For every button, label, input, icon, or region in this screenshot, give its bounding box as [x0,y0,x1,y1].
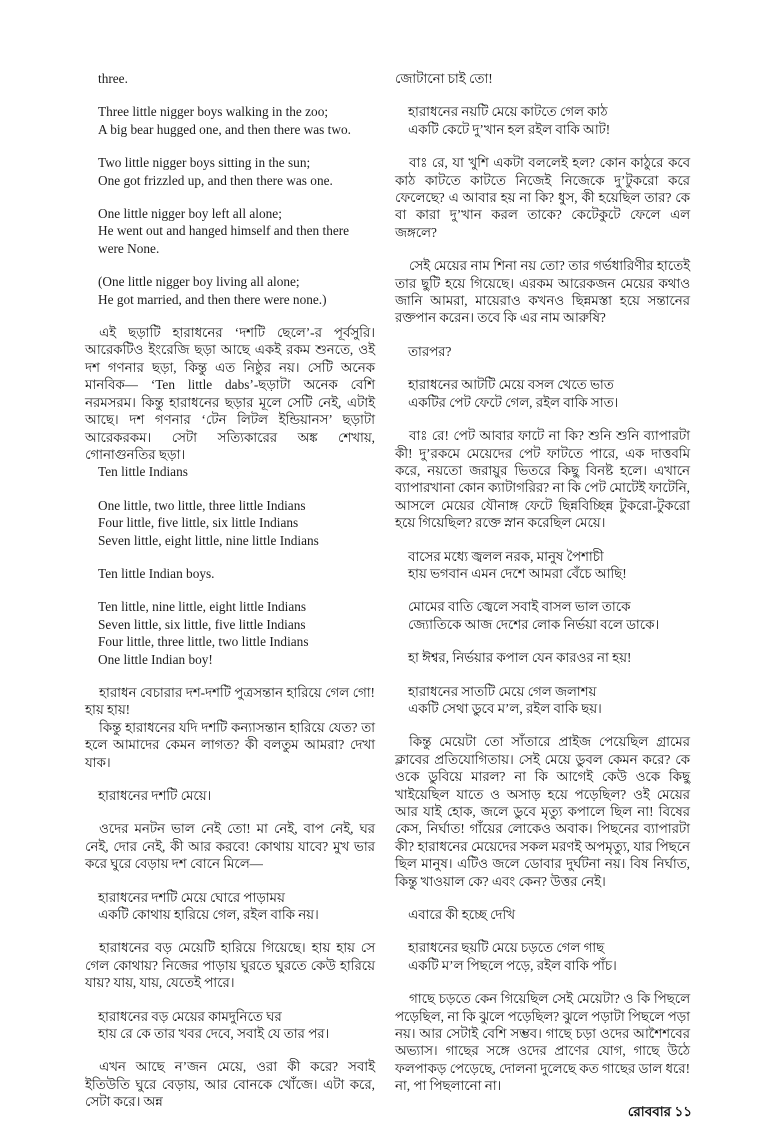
verse-line: three. [98,71,128,86]
verse-line: একটি ম’ল পিছলে পড়ে, রইল বাকি পাঁচ। [408,957,617,973]
verse-line: হারাধনের নয়টি মেয়ে কাটতে গেল কাঠ [408,104,608,120]
verse-block [395,376,690,411]
verse-line: One little Indian boy! [98,651,213,667]
verse-line: Four little, five little, six little Indians [98,515,299,531]
right-column [395,70,690,1111]
verse-block [395,939,690,974]
verse-block [395,649,690,666]
verse-line: He went out and hanged himself and then there [98,223,350,239]
paragraph: হারাধনের বড় মেয়েটি হারিয়ে গিয়েছে। হায় হায় সে গেল কোথায়? নিজের পাড়ায় ঘুরতে ঘুরতে কেউ হারিয়ে যায়? যায়, যায়, যেতেই পারে। [85,940,375,991]
left-column [85,70,375,1111]
verse-block [85,889,375,924]
text-columns [85,70,690,1111]
verse-block [85,103,375,138]
verse-line: One got frizzled up, and then there was one. [98,172,333,188]
verse-line: Seven little, six little, five little Indians [98,616,306,632]
verse-line: Two little nigger boys sitting in the sun; [98,155,311,171]
verse-block [85,598,375,668]
paragraph: সেই মেয়ের নাম শিনা নয় তো? তার গর্ভধারিণীর হাতেই তার ছুটি হয়ে গিয়েছে। এরকম আরেকজন মেয়ের কথাও জানি আমরা, মায়েরাও কখনও ছিন্নমস্তা হয়ে সন্তানের রক্তপান করেন। তবে কি এর নাম আরুষি? [395,258,690,326]
verse-line: Seven little, eight little, nine little Indians [98,532,319,548]
paragraph: হারাধন বেচারার দশ-দশটি পুত্রসন্তান হারিয়ে গেল গো! হায় হায়! [85,684,375,718]
verse-block [85,70,375,87]
verse-line: হায় রে কে তার খবর দেবে, সবাই যে তার পর। [98,1026,330,1042]
verse-line: হা ঈশ্বর, নির্ভয়ার কপাল যেন কারওর না হয়! [408,650,632,666]
verse-block [395,906,690,923]
paragraph: এই ছড়াটি হারাধনের ‘দশটি ছেলে’-র পূর্বসুরি। আরেকটিও ইংরেজি ছড়া আছে একই রকম শুনতে, ওই দশ গণনার ছড়া, কিন্তু এত নিষ্ঠুর নয়। সেটি অনেক মানবিক— ‘Ten little dabs’-ছড়াটা অনেক বেশি নরমসরম। কিন্তু হারাধনের ছড়ার মূলে সেটি নেই, এটাই আছে। দশ গণনার ‘টেন লিটল ইন্ডিয়ানস’ ছড়াটা আরেকরকম। সেটা সত্যিকারের অঙ্ক শেখায়, গোনাগুনতির ছড়া। [85,325,375,462]
verse-line: (One little nigger boy living all alone; [98,274,300,290]
verse-line: হারাধনের আটটি মেয়ে বসল খেতে ভাত [408,377,614,393]
paragraph: জোটানো চাই তো! [395,71,493,86]
verse-line: Ten little, nine little, eight little Indians [98,599,307,615]
verse-line: জ্যোতিকে আজ দেশের লোক নির্ভয়া বলে ডাকে। [408,616,660,632]
verse-block [85,463,375,480]
verse-line: Four little, three little, two little Indians [98,634,309,650]
verse-line: হারাধনের সাতটি মেয়ে গেল জলাশয় [408,683,597,699]
paragraph: বাঃ রে! পেট আবার ফাটে না কি? শুনি শুনি ব্যাপারটা কী! দু’রকমে মেয়েদের পেট ফাটতে পারে, এক দাত্তবমি করে, নয়তো জরায়ুর ভিতরে কিছু বিনষ্ট হলে। এখানে ব্যাপারখানা কোন ক্যাটাগরির? না কি পেট মোটেই ফাটেনি, আসলে মেয়ের যৌনাঙ্গ ফেটে ছিন্নবিচ্ছিন্ন টুকরো-টুকরো হয়ে গিয়েছিল? রক্তে স্নান করেছিল মেয়ে। [395,428,690,531]
verse-line: Three little nigger boys walking in the zoo; [98,104,329,120]
paragraph: কিন্তু হারাধনের যদি দশটি কন্যাসন্তান হারিয়ে যেত? তা হলে আমাদের কেমন লাগত? কী বলতুম আমরা? দেখা যাক। [85,719,375,770]
verse-line: তারপর? [408,343,452,359]
verse-line: মোমের বাতি জ্বেলে সবাই বাসল ভাল তাকে [408,599,631,615]
verse-line: One little, two little, three little Indians [98,497,306,513]
verse-block [85,205,375,257]
paragraph: ওদের মনটন ভাল নেই তো! মা নেই, বাপ নেই, ঘর নেই, দোর নেই, কী আর করবে! কোথায় যাবে? মুখ ভার করে ঘুরে বেড়ায় দশ বোনে মিলে— [85,821,375,872]
verse-line: একটির পেট ফেটে গেল, রইল বাকি সাত। [408,394,619,410]
verse-line: He got married, and then there were none.) [98,291,327,307]
verse-block [85,1008,375,1043]
verse-line: একটি কেটে দু’খান হল রইল বাকি আট! [408,121,611,137]
verse-block [85,273,375,308]
verse-line: were None. [98,240,160,256]
verse-line: হায় ভগবান এমন দেশে আমরা বেঁচে আছি! [408,565,627,581]
verse-block [85,497,375,549]
verse-line: Ten little Indian boys. [98,565,215,581]
paragraph: কিন্তু মেয়েটা তো সাঁতারে প্রাইজ পেয়েছিল গ্রামের ক্লাবের প্রতিযোগিতায়। সেই মেয়ে ডুবল কেমন করে? কে ওকে ডুবিয়ে মারল? না কি আগেই কেউ ওকে কিছু খাইয়েছিল যাতে ও অসাড় হয়ে পড়েছিল? ওই মেয়ের আর যাই হোক, জলে ডুবে মৃত্যু কপালে ছিল না! বিষের কেস, নির্ঘাত! গাঁয়ের লোকেও অবাক। পিছনের ব্যাপারটা কী? হারাধনের মেয়েদের সকল মরণই অপমৃত্যু, যার পিছনে ছিল মানুষ। এটিও জলে ডোবার দুর্ঘটনা নয়। বিষ নির্ঘাত, কিন্তু খাওয়াল কে? এবং কেন? উত্তর নেই। [395,734,690,889]
verse-line: হারাধনের ছয়টি মেয়ে চড়তে গেল গাছ [408,940,605,956]
verse-block [395,103,690,138]
verse-line: হারাধনের দশটি মেয়ে। [98,788,212,803]
verse-block [85,787,375,804]
verse-line: হারাধনের দশটি মেয়ে ঘোরে পাড়াময় [98,889,285,905]
verse-block [395,598,690,633]
verse-block [395,343,690,360]
verse-block [395,683,690,718]
verse-line: বাসের মধ্যে জ্বলল নরক, মানুষ পৈশাচী [408,548,604,564]
paragraph: গাছে চড়তে কেন গিয়েছিল সেই মেয়েটা? ও কি পিছলে পড়েছিল, না কি ঝুলে পড়েছিল? ঝুলে পড়াটা পিছলে পড়া নয়। আর সেটাই বেশি সম্ভব। গাছে চড়া ওদের আশৈশবের অভ্যাস। গাছের সঙ্গে ওদের প্রাণের যোগ, গাছে উঠে ফলপাকড় পেড়েছে, দোলনা দুলেছে কত গাছের ডাল ধরে! না, পা পিছলানো না। [395,991,690,1094]
verse-line: One little nigger boy left all alone; [98,206,282,222]
verse-line: এবারে কী হচ্ছে দেখি [408,907,515,923]
paragraph: বাঃ রে, যা খুশি একটা বললেই হল? কোন কাঠুরে কবে কাঠ কাটতে কাটতে নিজেই নিজেকে দু’টুকরো করে ফেলেছে? এ আবার হয় না কি? ধুস, কী হয়েছিল তার? কে বা কারা দু’খান করল তাকে? কেটেকুটে ফেলে এল জঙ্গলে? [395,155,690,240]
verse-block [85,565,375,582]
verse-line: A big bear hugged one, and then there was two. [98,121,351,137]
verse-line: হারাধনের বড় মেয়ের কামদুনিতে ঘর [98,1008,282,1024]
verse-line: Ten little Indians [98,464,188,480]
verse-line: একটি সেথা ডুবে ম’ল, রইল বাকি ছয়। [408,700,602,716]
verse-block [395,548,690,583]
verse-line: একটি কোথায় হারিয়ে গেল, রইল বাকি নয়। [98,907,319,923]
verse-block [85,154,375,189]
page-footer: রোববার ১১ [627,1104,692,1119]
paragraph: এখন আছে ন’জন মেয়ে, ওরা কী করে? সবাই ইতিউতি ঘুরে বেড়ায়, আর বোনকে খোঁজে। এটা করে, সেটা করে। অন্ন [85,1059,375,1110]
